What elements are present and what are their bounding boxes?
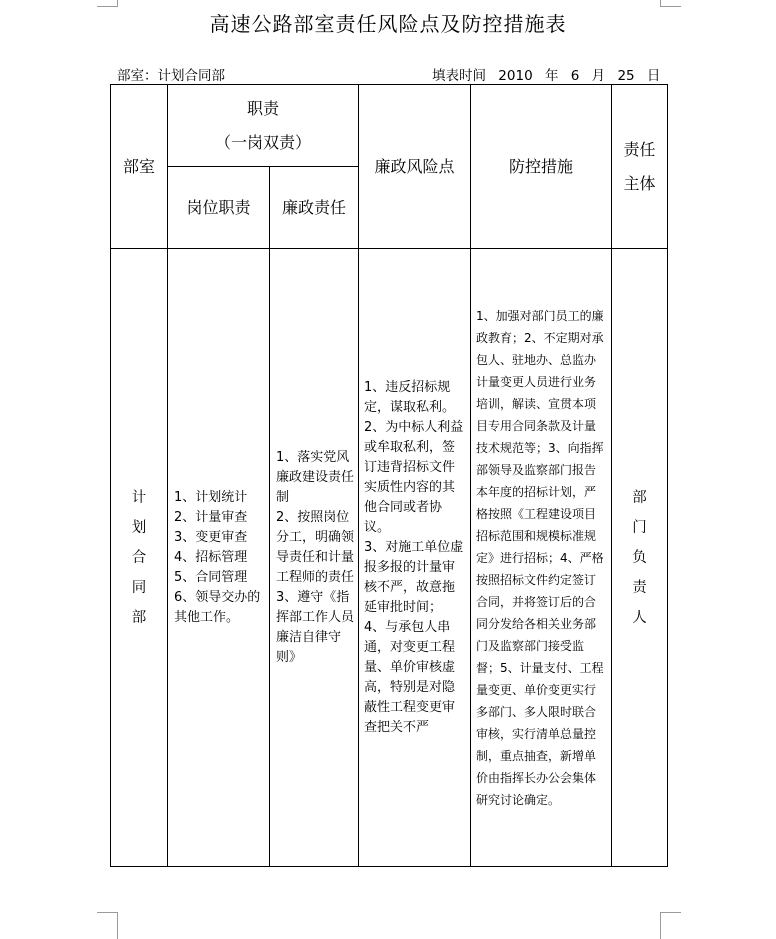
date-label: 填表时间 [432,68,486,84]
date-year: 2010 [498,68,533,84]
header-duty-title: 职责 [246,98,279,118]
header-measures: 防控措施 [508,156,573,176]
row-department: 计划合同部 [131,489,147,626]
row-risk-points: 1、违反招标规定，谋取私利。 2、为中标人利益或牟取私利，签订违背招标文件实质性内容的其他合同或者协议。 3、对施工单位虚报多报的计量审核不严，故意拖延审批时间； 4、与承包人串通，对变更工程量、单价审核虚高，特别是对隐蔽性工程变更审查把关不严 [364,379,464,735]
date-day: 25 [617,68,635,84]
row-post-duty: 1、计划统计 2、计量审查 3、变更审查 4、招标管理 5、合同管理 6、领导交办的其他工作。 [174,489,261,625]
header-responsible-party: 责任主体 [623,139,656,193]
header-post-duty: 岗位职责 [186,197,251,217]
date-month-unit: 月 [591,68,606,84]
document-title: 高速公路部室责任风险点及防控措施表 [209,12,567,36]
header-duty [168,85,358,166]
date-day-unit: 日 [646,68,661,84]
crop-mark-top-right [660,0,681,7]
crop-mark-top-left [97,0,118,7]
crop-mark-bottom-right [660,912,681,939]
date-month: 6 [570,68,580,84]
header-integrity-duty: 廉政责任 [282,197,347,217]
header-department: 部室 [122,156,155,176]
row-responsible-party: 部门负责人 [632,489,647,626]
crop-mark-bottom-left [97,912,118,939]
row-measures: 1、加强对部门员工的廉政教育；2、不定期对承包人、驻地办、总监办计量变更人员进行业务培训，解读、宣贯本项目专用合同条款及计量技术规范等；3、向指挥部领导及监察部门报告本年度的招标计划，严格按照《工程建设项目招标范围和规模标准规定》进行招标；4、严格按照招标文件约定签订合同，并将签订后的合同分发给各相关业务部门及监察部门接受监督；5、计量支付、工程量变更、单价变更实行多部门、多人限时联合审核，实行清单总量控制，重点抽查，新增单价由指挥长办公会集体研究讨论确定。 [476,308,604,807]
header-duty-subtitle: （一岗双责） [214,132,311,152]
date-year-unit: 年 [544,68,559,84]
department-label: 部室：计划合同部 [117,68,225,84]
header-risk-points: 廉政风险点 [374,156,455,176]
fill-date [432,64,668,84]
row-integrity-duty: 1、落实党风廉政建设责任制 2、按照岗位分工，明确领导责任和计量工程师的责任 3、遵守《指挥部工作人员廉洁自律守则》 [276,449,355,665]
